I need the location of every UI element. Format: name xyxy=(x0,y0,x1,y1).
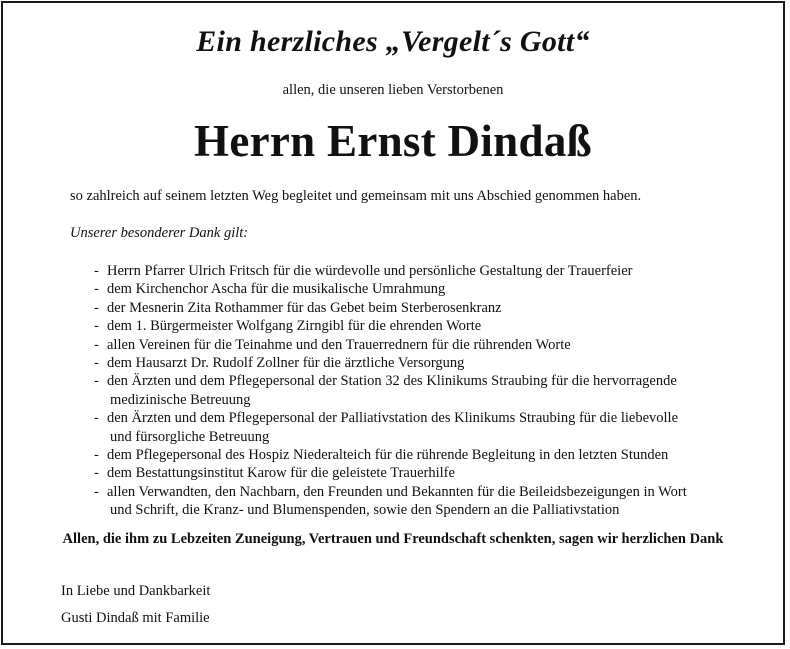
dash: - xyxy=(94,263,99,279)
thanks-heading: Unserer besonderer Dank gilt: xyxy=(70,225,249,241)
list-item-text: allen Verwandten, den Nachbarn, den Freunden und Bekannten für die Beileidsbezeigungen in Wort xyxy=(107,483,687,500)
list-item-text: dem Hausarzt Dr. Rudolf Zollner für die ärztliche Versorgung xyxy=(107,355,465,372)
list-item xyxy=(94,280,774,298)
notice-heading: Ein herzliches „Vergelt´s Gott“ xyxy=(196,25,590,58)
list-item-text: dem Bestattungsinstitut Karow für die geleistete Trauerhilfe xyxy=(107,465,455,482)
list-item-text: den Ärzten und dem Pflegepersonal der Station 32 des Klinikums Straubing für die hervorragende xyxy=(107,373,677,390)
list-item-text: den Ärzten und dem Pflegepersonal der Palliativstation des Klinikums Straubing für die liebevolle xyxy=(107,410,679,427)
dash: - xyxy=(94,336,99,353)
list-item-text: allen Vereinen für die Teinahme und den Trauerrednern für die rührenden Worte xyxy=(107,336,571,353)
list-item-text: Herrn Pfarrer Ulrich Fritsch für die würdevolle und persönliche Gestaltung der Trauerfeier xyxy=(107,263,633,279)
dash: - xyxy=(94,355,99,372)
dash: - xyxy=(94,410,99,427)
thanks-list xyxy=(94,262,774,520)
list-item xyxy=(94,336,774,354)
signature-line-1: In Liebe und Dankbarkeit xyxy=(61,583,211,599)
dash: - xyxy=(94,465,99,482)
dash: - xyxy=(94,447,99,464)
list-item-text: dem Pflegepersonal des Hospiz Niederalteich für die rührende Begleitung in den letzten Stunden xyxy=(107,447,669,464)
list-item xyxy=(94,262,774,280)
list-item-continuation: medizinische Betreuung xyxy=(110,391,251,408)
signature-line-2: Gusti Dindaß mit Familie xyxy=(61,610,210,626)
intro-text: allen, die unseren lieben Verstorbenen xyxy=(282,82,504,98)
list-item xyxy=(94,409,774,446)
list-item xyxy=(94,464,774,482)
deceased-name: Herrn Ernst Dindaß xyxy=(194,116,592,166)
list-item-text: dem Kirchenchor Ascha für die musikalische Umrahmung xyxy=(107,281,446,298)
dash: - xyxy=(94,373,99,390)
obituary-notice xyxy=(1,1,785,645)
list-item-continuation: und Schrift, die Kranz- und Blumenspenden, sowie den Spendern an die Palliativstation xyxy=(110,502,620,519)
list-item-text: der Mesnerin Zita Rothammer für das Gebet beim Sterberosenkranz xyxy=(107,299,502,316)
list-item xyxy=(94,299,774,317)
list-item-continuation: und fürsorgliche Betreuung xyxy=(110,428,270,445)
dash: - xyxy=(94,299,99,316)
list-item xyxy=(94,317,774,335)
dash: - xyxy=(94,483,99,500)
list-item-text: dem 1. Bürgermeister Wolfgang Zirngibl für die ehrenden Worte xyxy=(107,318,482,335)
closing-text: Allen, die ihm zu Lebzeiten Zuneigung, Vertrauen und Freundschaft schenkten, sagen wir herzlichen Dank xyxy=(62,531,724,547)
list-item xyxy=(94,354,774,372)
farewell-text: so zahlreich auf seinem letzten Weg begleitet und gemeinsam mit uns Abschied genommen haben. xyxy=(70,188,642,204)
dash: - xyxy=(94,281,99,298)
dash: - xyxy=(94,318,99,335)
list-item xyxy=(94,372,774,409)
list-item xyxy=(94,446,774,464)
list-item xyxy=(94,483,774,520)
